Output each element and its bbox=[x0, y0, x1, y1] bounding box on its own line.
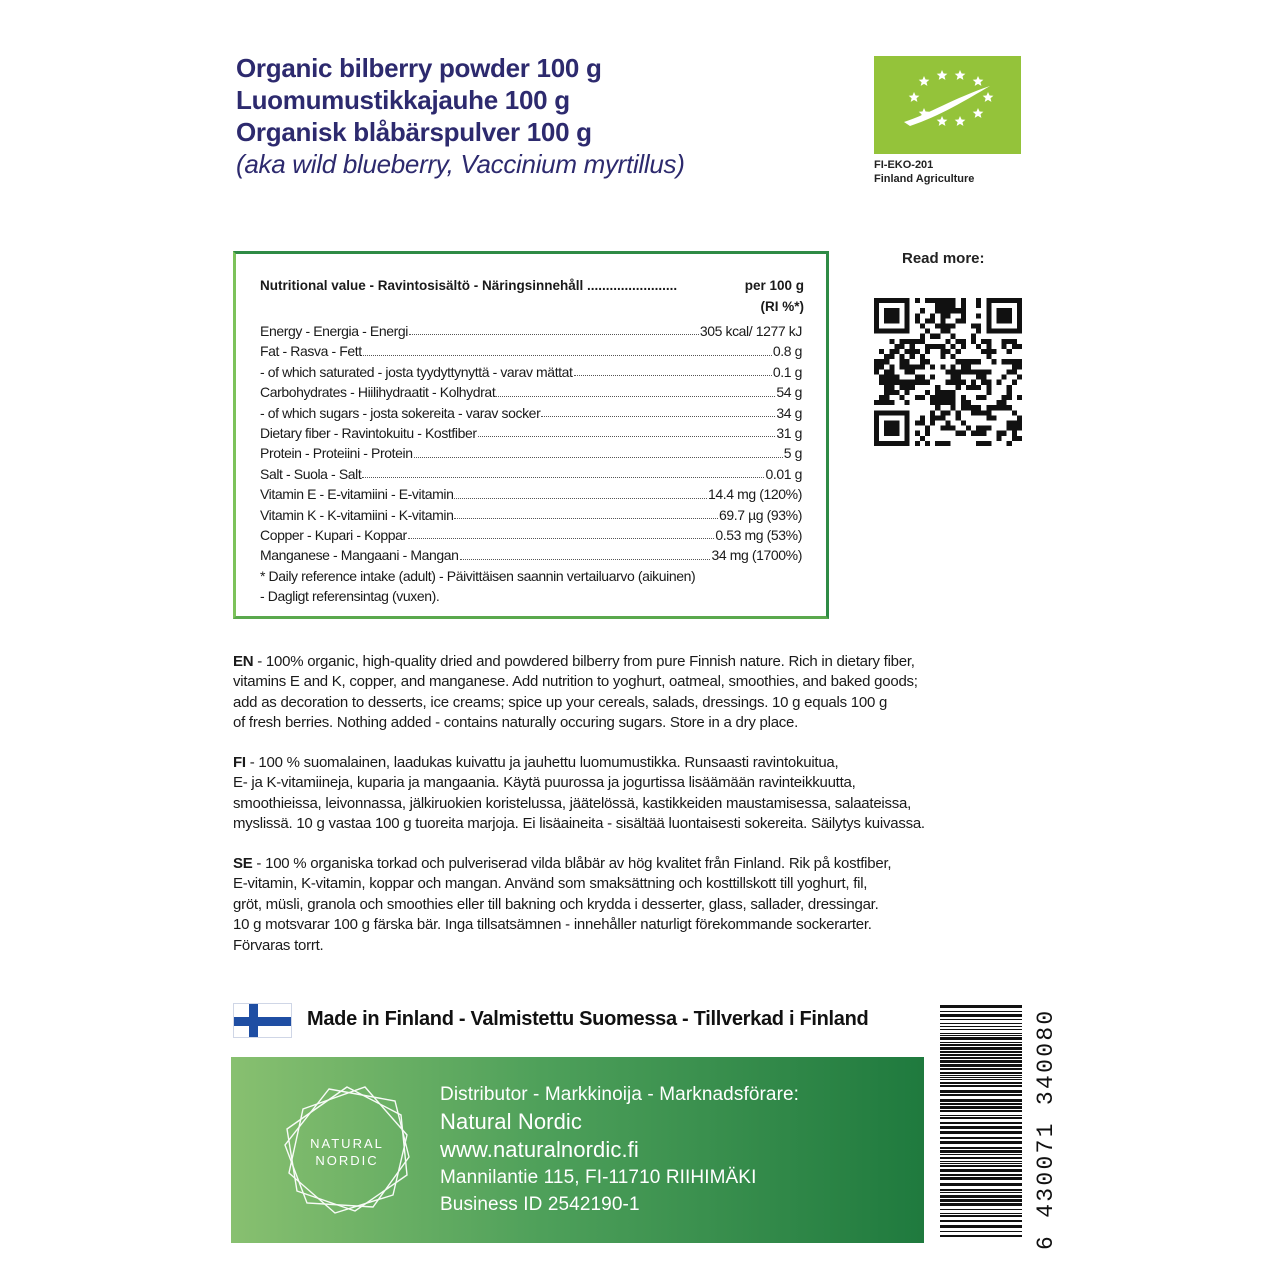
nutrition-row bbox=[260, 403, 802, 423]
barcode-bar bbox=[940, 1110, 1022, 1112]
barcode-bar bbox=[940, 1161, 1022, 1162]
barcode-bar bbox=[940, 1011, 1022, 1012]
language-code: FI bbox=[233, 754, 246, 771]
description-text: myslissä. 10 g vastaa 100 g tuoreita marjoja. Ei lisäaineita - sisältää luontaisesti sokereita. Säilytys kuivassa. bbox=[233, 815, 925, 833]
barcode-bar bbox=[940, 1075, 1022, 1076]
barcode-bar bbox=[940, 1060, 1022, 1063]
description-text: 10 g motsvarar 100 g färska bär. Inga tillsatsämnen - innehåller naturligt förekommande sockerarter. bbox=[233, 916, 872, 934]
barcode-bar bbox=[940, 1231, 1022, 1232]
description-text: E-vitamin, K-vitamin, koppar och mangan. Använd som smaksättning och kosttillskott till yoghurt, fil, bbox=[233, 875, 868, 893]
barcode-bar bbox=[940, 1157, 1022, 1159]
barcode-bar bbox=[940, 1115, 1022, 1116]
nutrition-row-label: Copper - Kupari - Koppar bbox=[260, 526, 407, 543]
nutrition-row-value: 0.8 g bbox=[772, 343, 802, 360]
description-line bbox=[233, 895, 1063, 915]
leader-dots bbox=[496, 382, 775, 396]
eu-organic-logo bbox=[874, 56, 1021, 154]
organic-code: FI-EKO-201 bbox=[874, 159, 934, 171]
nutrition-row bbox=[260, 341, 802, 361]
nutrition-row-label: - of which saturated - josta tyydyttynyttä - varav mättat bbox=[260, 363, 573, 380]
language-code: SE bbox=[233, 855, 253, 872]
nutrition-row-label: Energy - Energia - Energi bbox=[260, 323, 408, 339]
description-line bbox=[233, 915, 1063, 935]
distributor-panel bbox=[231, 1057, 924, 1243]
barcode-bar bbox=[940, 1169, 1022, 1172]
barcode-bar bbox=[940, 1106, 1022, 1109]
nutrition-row-value: 31 g bbox=[776, 424, 802, 441]
description-swedish bbox=[233, 854, 1063, 956]
barcode-bar bbox=[940, 1131, 1022, 1134]
nutrition-table bbox=[233, 251, 829, 619]
leader-dots bbox=[362, 464, 764, 478]
barcode-bar bbox=[940, 1154, 1022, 1155]
product-titles bbox=[236, 52, 836, 180]
nutrition-row bbox=[260, 362, 802, 382]
language-code: EN bbox=[233, 653, 254, 670]
barcode-bar bbox=[940, 1035, 1022, 1036]
description-line bbox=[233, 672, 1063, 692]
leader-dots bbox=[408, 525, 715, 539]
eu-leaf-icon bbox=[874, 56, 1021, 154]
leader-dots bbox=[460, 545, 711, 559]
barcode-bar bbox=[940, 1192, 1022, 1193]
nutrition-row-label: Salt - Suola - Salt bbox=[260, 465, 362, 482]
title-english: Organic bilberry powder 100 g bbox=[236, 53, 602, 83]
brand-line-1: NATURAL bbox=[310, 1136, 384, 1151]
barcode-bar bbox=[940, 1090, 1022, 1093]
barcode-bar bbox=[940, 1077, 1022, 1078]
description-finnish bbox=[233, 753, 1063, 835]
description-line bbox=[233, 753, 1063, 773]
nutrition-row bbox=[260, 321, 802, 341]
barcode-bar bbox=[940, 1037, 1022, 1040]
barcode-bar bbox=[940, 1005, 1022, 1008]
barcode-bar bbox=[940, 1079, 1022, 1080]
nutrition-footnote: - Dagligt referensintag (vuxen). bbox=[260, 588, 440, 605]
barcode bbox=[940, 1003, 1022, 1243]
title-aka: (aka wild blueberry, Vaccinium myrtillus) bbox=[236, 149, 685, 179]
nutrition-row-value: 34 g bbox=[776, 404, 802, 421]
nutrition-row-value: 69.7 µg (93%) bbox=[718, 506, 802, 523]
organic-origin: Finland Agriculture bbox=[874, 173, 975, 185]
description-text: smoothieissa, leivonnassa, jälkiruokien koristelussa, jäätelössä, kastikkeiden maustamisessa, salaateissa, bbox=[233, 794, 912, 812]
read-more-label: Read more: bbox=[902, 250, 985, 267]
description-line bbox=[233, 652, 1063, 672]
distributor-website[interactable]: www.naturalnordic.fi bbox=[440, 1137, 639, 1162]
barcode-bar bbox=[940, 1220, 1022, 1222]
description-line bbox=[233, 874, 1063, 894]
nutrition-row-value: 34 mg (1700%) bbox=[711, 547, 802, 564]
barcode-bar bbox=[940, 1085, 1022, 1087]
title-swedish: Organisk blåbärspulver 100 g bbox=[236, 117, 592, 147]
nutrition-row-value: 14.4 mg (120%) bbox=[707, 486, 802, 503]
finland-flag-icon bbox=[233, 1003, 292, 1038]
nutrition-row-label: - of which sugars - josta sokereita - varav socker bbox=[260, 404, 541, 421]
nutrition-row-value: 0.53 mg (53%) bbox=[715, 526, 802, 543]
nutrition-row-label: Vitamin K - K-vitamiini - K-vitamin bbox=[260, 506, 454, 523]
leader-dots bbox=[478, 423, 776, 437]
barcode-bar bbox=[940, 1054, 1022, 1056]
nutrition-row-value: 0.1 g bbox=[772, 363, 802, 380]
nutrition-row-label: Manganese - Mangaani - Mangan bbox=[260, 547, 459, 564]
description-text: gröt, müsli, granola och smoothies eller till bakning och krydda i desserter, glass, sallader, dressingar. bbox=[233, 895, 879, 913]
barcode-bar bbox=[940, 1044, 1022, 1046]
barcode-bar bbox=[940, 1122, 1022, 1124]
leader-dots bbox=[414, 443, 783, 457]
nutrition-row-label: Fat - Rasva - Fett bbox=[260, 343, 362, 360]
barcode-bar bbox=[940, 1064, 1022, 1067]
nutrition-rows bbox=[260, 321, 802, 607]
leader-dots bbox=[409, 321, 699, 335]
description-line bbox=[233, 794, 1063, 814]
barcode-bar bbox=[940, 1183, 1022, 1186]
barcode-number: 6 430071 340080 bbox=[1033, 1008, 1059, 1250]
barcode-bar bbox=[940, 1177, 1022, 1180]
barcode-bar bbox=[940, 1215, 1022, 1217]
nutrition-heading: Nutritional value - Ravintosisältö - Näringsinnehåll ........................ bbox=[260, 278, 678, 293]
nutrition-row bbox=[260, 484, 802, 504]
nutrition-row bbox=[260, 423, 802, 443]
title-finnish: Luomumustikkajauhe 100 g bbox=[236, 85, 570, 115]
description-line bbox=[233, 814, 1063, 834]
description-text: Förvaras torrt. bbox=[233, 936, 324, 954]
barcode-bar bbox=[940, 1165, 1022, 1167]
leader-dots bbox=[454, 505, 718, 519]
barcode-bar bbox=[940, 1023, 1022, 1024]
barcode-bar bbox=[940, 1068, 1022, 1070]
barcode-bar bbox=[940, 1199, 1022, 1202]
barcode-bar bbox=[940, 1099, 1022, 1102]
nutrition-footnote: * Daily reference intake (adult) - Päivittäisen saannin vertailuarvo (aikuinen) bbox=[260, 567, 696, 584]
barcode-bar bbox=[940, 1195, 1022, 1198]
barcode-bar bbox=[940, 1094, 1022, 1096]
barcode-bar bbox=[940, 1072, 1022, 1074]
barcode-bar bbox=[940, 1213, 1022, 1214]
barcode-bar bbox=[940, 1057, 1022, 1059]
barcode-bar bbox=[940, 1209, 1022, 1210]
barcode-bar bbox=[940, 1026, 1022, 1027]
barcode-bar bbox=[940, 1051, 1022, 1053]
nutrition-row-value: 305 kcal/ 1277 kJ bbox=[699, 323, 802, 339]
organic-certification-code bbox=[874, 158, 974, 186]
barcode-bar bbox=[940, 1203, 1022, 1206]
leader-dots bbox=[574, 362, 772, 376]
barcode-bar bbox=[940, 1019, 1022, 1020]
barcode-bar bbox=[940, 1147, 1022, 1149]
nutrition-row-label: Dietary fiber - Ravintokuitu - Kostfiber bbox=[260, 424, 477, 441]
distributor-heading: Distributor - Markkinoija - Marknadsförare: bbox=[440, 1084, 800, 1105]
description-line bbox=[233, 713, 1063, 733]
barcode-bar bbox=[940, 1189, 1022, 1191]
leader-dots bbox=[363, 341, 772, 355]
nutrition-row bbox=[260, 443, 802, 463]
nutrition-row bbox=[260, 545, 802, 565]
nutrition-ri-label: (RI %*) bbox=[760, 299, 804, 314]
barcode-bar bbox=[940, 1174, 1022, 1176]
description-text: of fresh berries. Nothing added - contains naturally occuring sugars. Store in a dry place. bbox=[233, 714, 799, 732]
barcode-bar bbox=[940, 1163, 1022, 1164]
nutrition-row bbox=[260, 464, 802, 484]
leader-dots bbox=[541, 403, 775, 417]
description-text: - 100 % suomalainen, laadukas kuivattu ja jauhettu luomumustikka. Runsaasti ravintokuitua, bbox=[245, 754, 839, 771]
nutrition-row-value: 54 g bbox=[776, 384, 802, 401]
description-text: E- ja K-vitamiineja, kuparia ja mangaania. Käytä puurossa ja jogurtissa lisäämään ravinteikkuutta, bbox=[233, 774, 856, 792]
description-line bbox=[233, 773, 1063, 793]
leader-dots bbox=[454, 484, 707, 498]
barcode-bar bbox=[940, 1137, 1022, 1139]
barcode-bar bbox=[940, 1126, 1022, 1129]
barcode-bar bbox=[940, 1141, 1022, 1144]
distributor-details bbox=[440, 1081, 799, 1218]
brand-line-2: NORDIC bbox=[315, 1153, 379, 1168]
barcode-bar bbox=[940, 1235, 1022, 1237]
description-text: vitamins E and K, copper, and manganese. Add nutrition to yoghurt, oatmeal, smoothies, and baked goods; bbox=[233, 673, 918, 691]
nutrition-per-label: per 100 g bbox=[744, 278, 804, 293]
barcode-bar bbox=[940, 1117, 1022, 1119]
barcode-bar bbox=[940, 1103, 1022, 1105]
nutrition-row-label: Vitamin E - E-vitamiini - E-vitamin bbox=[260, 486, 454, 503]
barcode-bar bbox=[940, 1150, 1022, 1153]
description-english bbox=[233, 652, 1063, 734]
brand-wordmark bbox=[277, 1135, 417, 1169]
barcode-bar bbox=[940, 1014, 1022, 1017]
made-in-finland: Made in Finland - Valmistettu Suomessa - Tillverkad i Finland bbox=[307, 1008, 869, 1030]
nutrition-row bbox=[260, 525, 802, 545]
description-line bbox=[233, 693, 1063, 713]
barcode-bar bbox=[940, 1082, 1022, 1084]
description-text: - 100% organic, high-quality dried and powdered bilberry from pure Finnish nature. Rich in dietary fiber, bbox=[253, 653, 915, 670]
barcode-bar bbox=[940, 1033, 1022, 1034]
distributor-address: Mannilantie 115, FI-11710 RIIHIMÄKI bbox=[440, 1167, 757, 1188]
nutrition-row bbox=[260, 382, 802, 402]
nutrition-row bbox=[260, 505, 802, 525]
barcode-bar bbox=[940, 1047, 1022, 1050]
nutrition-row-label: Carbohydrates - Hiilihydraatit - Kolhydrat bbox=[260, 384, 496, 401]
barcode-bar bbox=[940, 1225, 1022, 1228]
description-line bbox=[233, 854, 1063, 874]
description-line bbox=[233, 936, 1063, 956]
nutrition-row-value: 5 g bbox=[783, 445, 802, 462]
nutrition-row-value: 0.01 g bbox=[765, 465, 802, 482]
nutrition-row-label: Protein - Proteiini - Protein bbox=[260, 445, 413, 462]
qr-code[interactable] bbox=[874, 298, 1022, 446]
description-text: - 100 % organiska torkad och pulveriserad vilda blåbär av hög kvalitet från Finland. Rik på kostfiber, bbox=[252, 855, 892, 872]
barcode-bar bbox=[940, 1042, 1022, 1043]
barcode-bar bbox=[940, 1029, 1022, 1030]
description-text: add as decoration to desserts, ice creams; spice up your cereals, salads, dressings. 10 g equals 100 g bbox=[233, 693, 888, 711]
distributor-business-id: Business ID 2542190-1 bbox=[440, 1194, 640, 1215]
distributor-name: Natural Nordic bbox=[440, 1109, 583, 1134]
